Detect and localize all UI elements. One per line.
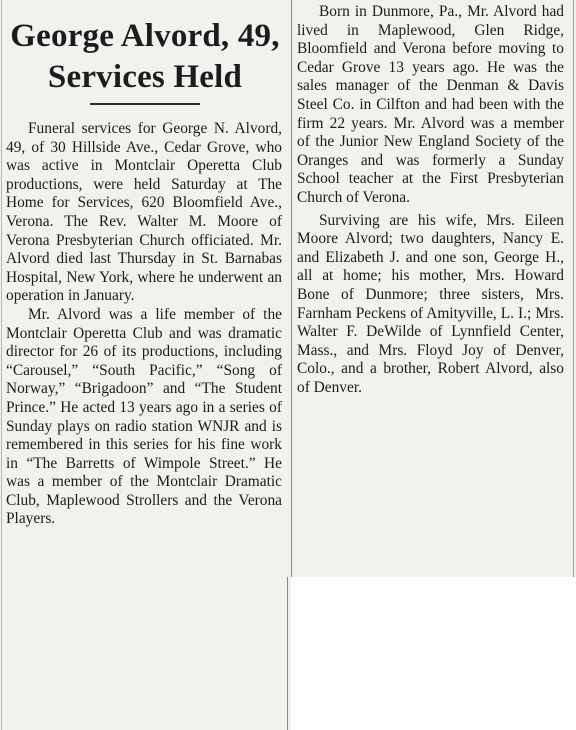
column-divider-rule-lower: [287, 577, 288, 730]
article-paragraph-2: Mr. Alvord was a life member of the Montclair Operetta Club and was dramatic director for 26 of its productions, including “Carousel,” “South Pacific,” “Song of Norway,” “Brigadoon” and “The Student Prince.” He acted 13 years ago in a series of Sunday plays on radio station WNJR and is remembered in this series for his fine work in “The Barretts of Wimpole Street.” He was a member of the Montclair Dramatic Club, Maplewood Strollers and the Verona Players.: [6, 305, 282, 528]
left-edge-rule: [1, 0, 2, 730]
headline-underline-rule: [90, 103, 200, 105]
article-right-column: [297, 3, 564, 397]
article-headline: George Alvord, 49, Services Held: [10, 18, 280, 95]
article-paragraph-1: Funeral services for George N. Alvord, 49, of 30 Hillside Ave., Cedar Grove, who was active in Montclair Operetta Club productions, were held Saturday at The Home for Services, 620 Bloomfield Ave., Verona. The Rev. Walter M. Moore of Verona Presbyterian Church officiated. Mr. Alvord died last Thursday in St. Barnabas Hospital, New York, where he underwent an operation in January.: [6, 120, 282, 305]
article-paragraph-4: Surviving are his wife, Mrs. Eileen Moore Alvord; two daughters, Nancy E. and Elizabeth J. and one son, George H., all at home; his mother, Mrs. Howard Bone of Dunmore; three sisters, Mrs. Farnham Peckens of Amityville, L. I.; Mrs. Walter F. DeWilde of Lynnfield Center, Mass., and Mrs. Floyd Joy of Denver, Colo., and a brother, Robert Alvord, also of Denver.: [297, 211, 564, 396]
right-edge-rule: [573, 0, 574, 577]
article-paragraph-3: Born in Dunmore, Pa., Mr. Alvord had lived in Maplewood, Glen Ridge, Bloomfield and Verona before moving to Cedar Grove 13 years ago. He was the sales manager of the Denman & Davis Steel Co. in Cilfton and had been with the firm 22 years. Mr. Alvord was a member of the Junior New England Society of the Oranges and was formerly a Sunday School teacher at the First Presbyterian Church of Verona.: [297, 3, 564, 206]
column-divider-rule: [291, 0, 292, 577]
article-left-column: [6, 120, 282, 529]
